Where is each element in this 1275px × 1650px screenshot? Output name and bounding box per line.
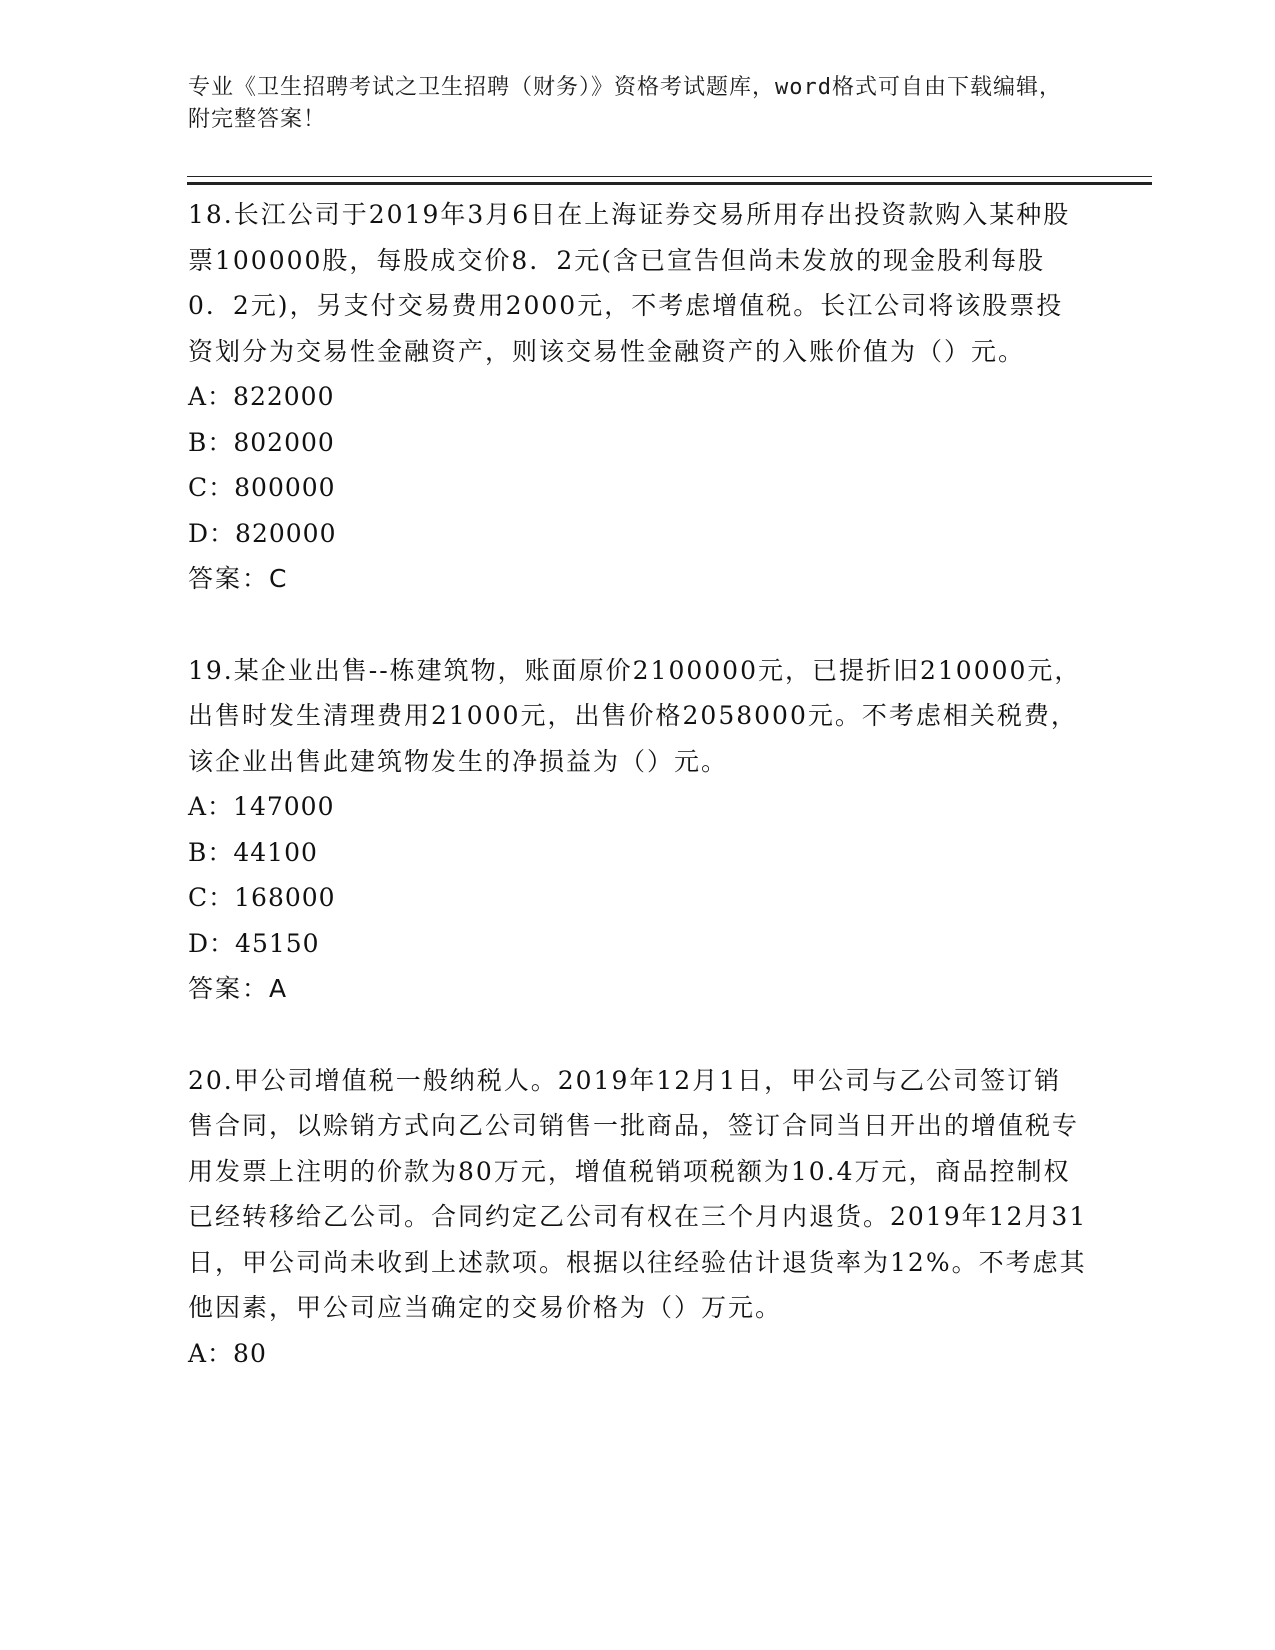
answer-line: 答案：C <box>188 564 289 593</box>
question-19 <box>188 648 1088 1012</box>
option-d: D：820000 <box>188 518 337 548</box>
header-divider-thin <box>187 176 1152 177</box>
question-list <box>188 192 1088 1376</box>
option-a: A：822000 <box>188 382 335 411</box>
answer-line: 答案：A <box>188 974 289 1003</box>
header-divider-thick <box>187 182 1152 185</box>
document-header: 专业《卫生招聘考试之卫生招聘（财务）》资格考试题库，word格式可自由下载编辑，附完整答案！ <box>188 75 1062 132</box>
option-d: D：45150 <box>188 928 320 958</box>
option-c: C：800000 <box>188 473 336 502</box>
option-a: A：80 <box>188 1338 267 1368</box>
question-spacer <box>188 602 1088 648</box>
option-b: B：44100 <box>188 837 318 867</box>
question-stem: 18.长江公司于2019年3月6日在上海证券交易所用存出投资款购入某种股票100000股，每股成交价8．2元(含已宣告但尚未发放的现金股利每股0．2元)，另支付交易费用2000元，不考虑增值税。长江公司将该股票投资划分为交易性金融资产，则该交易性金融资产的入账价值为（）元。 <box>188 200 1071 366</box>
question-spacer <box>188 1012 1088 1058</box>
question-stem: 19.某企业出售--栋建筑物，账面原价2100000元，已提折旧210000元，出售时发生清理费用21000元，出售价格2058000元。不考虑相关税费，该企业出售此建筑物发生的净损益为（）元。 <box>188 655 1082 776</box>
question-stem: 20.甲公司增值税一般纳税人。2019年12月1日，甲公司与乙公司签订销售合同，以赊销方式向乙公司销售一批商品，签订合同当日开出的增值税专用发票上注明的价款为80万元，增值税销项税额为10.4万元，商品控制权已经转移给乙公司。合同约定乙公司有权在三个月内退货。2019年12月31日，甲公司尚未收到上述款项。根据以往经验估计退货率为12%。不考虑其他因素，甲公司应当确定的交易价格为（）万元。 <box>188 1065 1088 1322</box>
option-c: C：168000 <box>188 883 336 912</box>
question-20 <box>188 1058 1088 1377</box>
question-18 <box>188 192 1088 602</box>
option-a: A：147000 <box>188 792 335 821</box>
option-b: B：802000 <box>188 427 335 457</box>
